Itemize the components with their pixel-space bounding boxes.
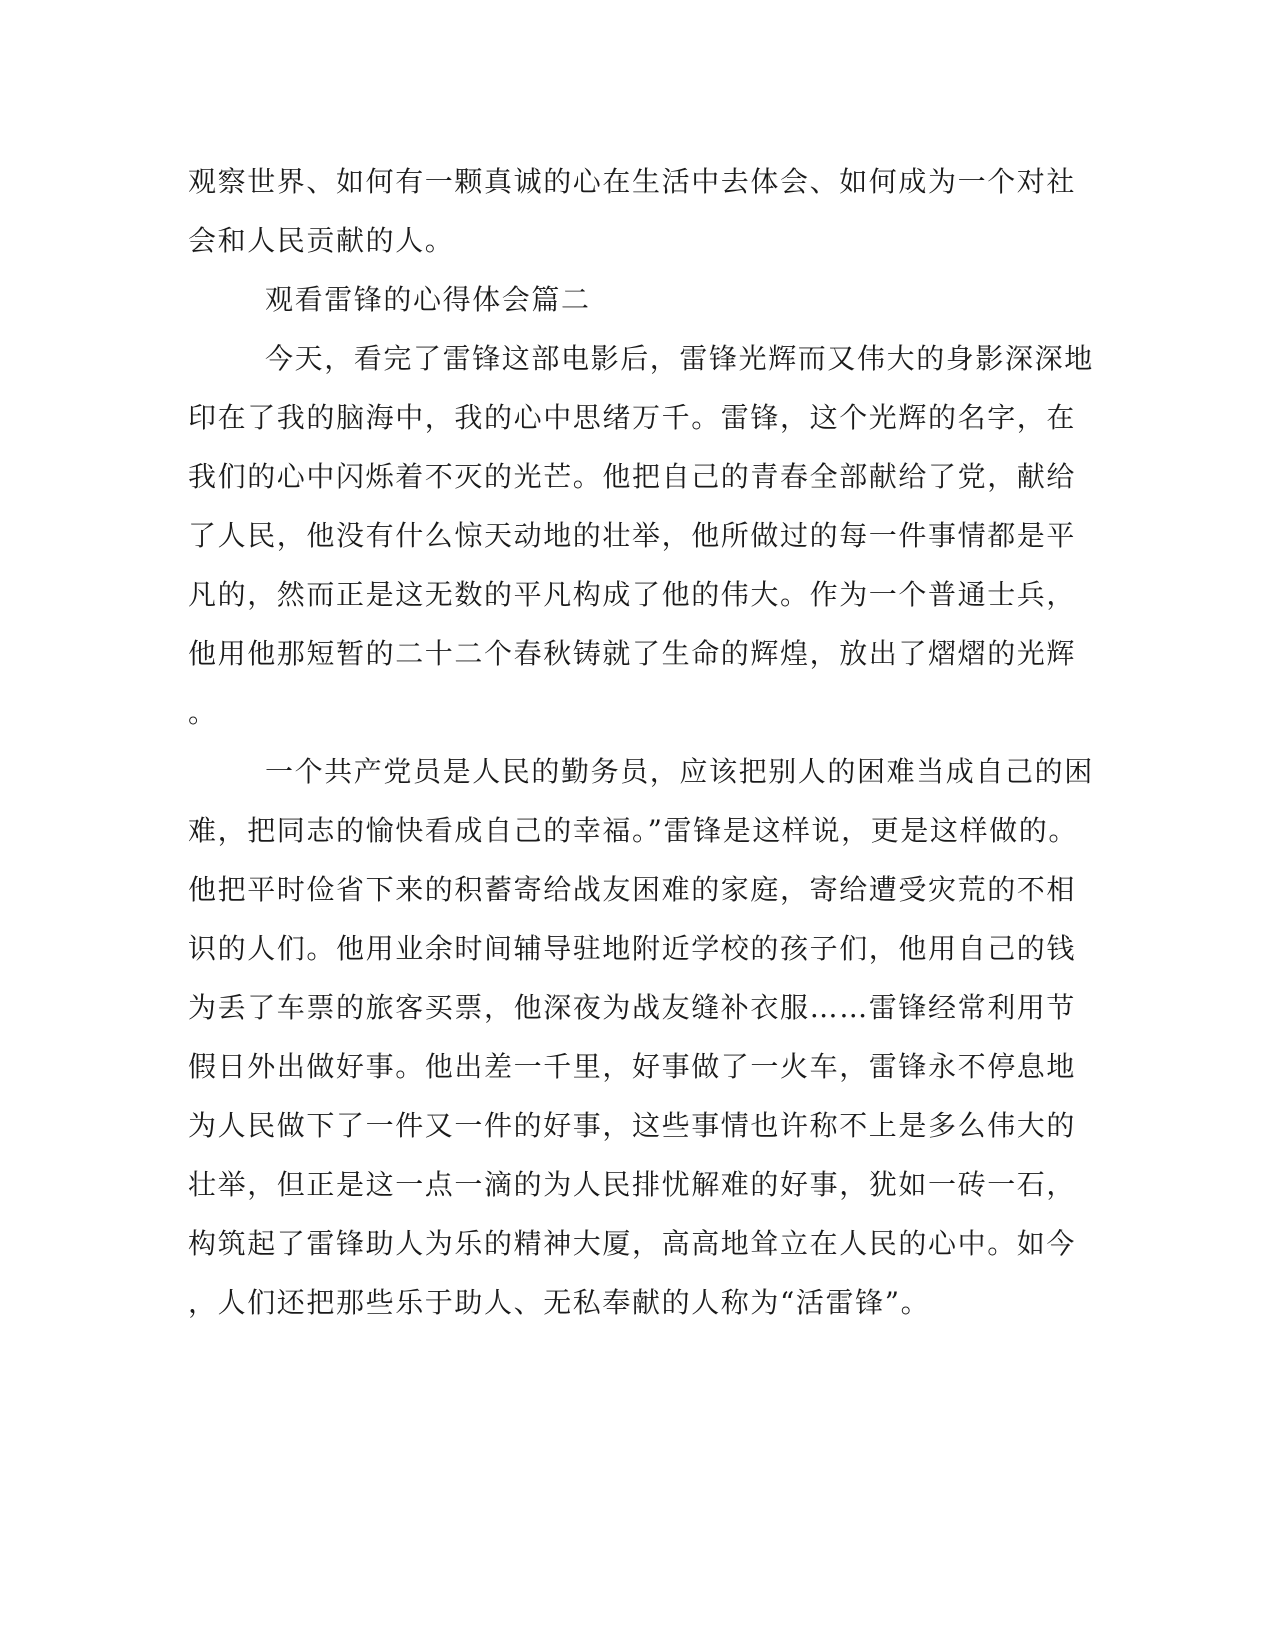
text-line: 难，把同志的愉快看成自己的幸福。”雷锋是这样说，更是这样做的。 (188, 814, 1078, 847)
section-heading: 观看雷锋的心得体会篇二 (265, 283, 591, 316)
text-line: 他把平时俭省下来的积蓄寄给战友困难的家庭，寄给遭受灾荒的不相 (188, 873, 1077, 906)
text-line: 他用他那短暂的二十二个春秋铸就了生命的辉煌，放出了熠熠的光辉 (188, 637, 1077, 670)
text-line: 构筑起了雷锋助人为乐的精神大厦，高高地耸立在人民的心中。如今 (188, 1227, 1077, 1260)
text-line: 假日外出做好事。他出差一千里，好事做了一火车，雷锋永不停息地 (188, 1050, 1077, 1083)
text-line: 壮举，但正是这一点一滴的为人民排忧解难的好事，犹如一砖一石， (188, 1168, 1077, 1201)
paragraph-first-line: 一个共产党员是人民的勤务员，应该把别人的困难当成自己的困 (265, 755, 1094, 788)
text-line: 观察世界、如何有一颗真诚的心在生活中去体会、如何成为一个对社 (188, 165, 1077, 198)
text-line: 为丢了车票的旅客买票，他深夜为战友缝补衣服……雷锋经常利用节 (188, 991, 1077, 1024)
text-line: 会和人民贡献的人。 (188, 224, 455, 257)
text-line: 印在了我的脑海中，我的心中思绪万千。雷锋，这个光辉的名字，在 (188, 401, 1077, 434)
paragraph-first-line: 今天，看完了雷锋这部电影后，雷锋光辉而又伟大的身影深深地 (265, 342, 1094, 375)
text-line: 了人民，他没有什么惊天动地的壮举，他所做过的每一件事情都是平 (188, 519, 1077, 552)
text-line: 识的人们。他用业余时间辅导驻地附近学校的孩子们，他用自己的钱 (188, 932, 1077, 965)
text-line: 凡的，然而正是这无数的平凡构成了他的伟大。作为一个普通士兵， (188, 578, 1077, 611)
text-line: 我们的心中闪烁着不灭的光芒。他把自己的青春全部献给了党，献给 (188, 460, 1077, 493)
text-line: 。 (188, 696, 218, 729)
text-line: 为人民做下了一件又一件的好事，这些事情也许称不上是多么伟大的 (188, 1109, 1077, 1142)
text-line: ，人们还把那些乐于助人、无私奉献的人称为“活雷锋”。 (188, 1286, 931, 1319)
